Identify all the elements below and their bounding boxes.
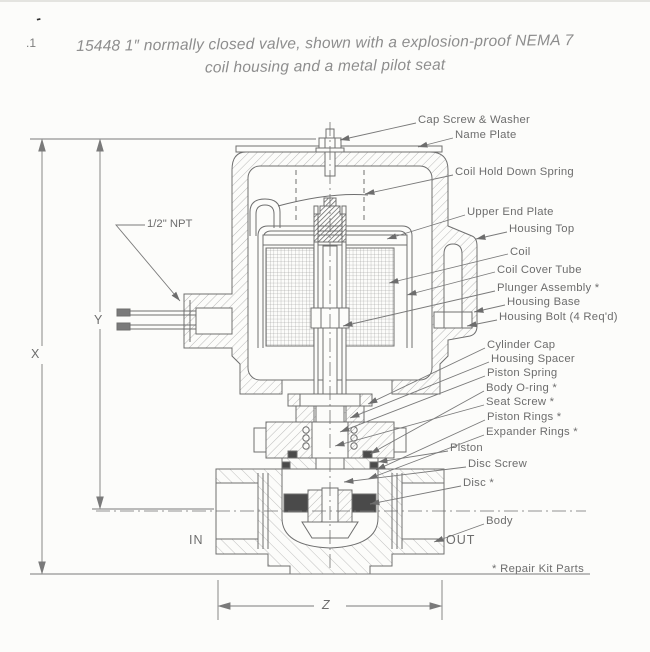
label-piston-spring: Piston Spring <box>487 367 558 379</box>
label-cylinder-cap: Cylinder Cap <box>487 339 556 351</box>
repair-kit-footnote: * Repair Kit Parts <box>492 563 585 575</box>
label-coil: Coil <box>510 246 531 258</box>
label-in-port: IN <box>189 533 204 547</box>
label-piston-rings: Piston Rings * <box>487 411 562 423</box>
label-housing-top: Housing Top <box>509 223 575 235</box>
dimension-z: Z <box>322 598 330 612</box>
label-out-port: OUT <box>446 533 476 547</box>
valve-cross-section-drawing <box>0 2 650 652</box>
label-coil-cover-tube: Coil Cover Tube <box>497 264 582 276</box>
disc-right <box>352 494 376 512</box>
body-o-ring-right <box>363 451 372 458</box>
label-housing-bolt: Housing Bolt (4 Req'd) <box>499 311 618 323</box>
label-plunger-assembly: Plunger Assembly * <box>497 282 600 294</box>
disc-left <box>284 494 308 512</box>
label-cap-screw-washer: Cap Screw & Washer <box>418 114 531 126</box>
dimension-y: Y <box>94 313 103 327</box>
label-coil-hold-down-spring: Coil Hold Down Spring <box>455 166 574 178</box>
label-name-plate: Name Plate <box>455 129 517 141</box>
caption-line-1: 15448 1″ normally closed valve, shown with a explosion-proof NEMA 7 <box>76 31 574 56</box>
label-disc-screw: Disc Screw <box>468 458 527 470</box>
coil-right <box>346 248 394 346</box>
label-upper-end-plate: Upper End Plate <box>467 206 554 218</box>
label-body: Body <box>486 515 513 527</box>
label-seat-screw: Seat Screw * <box>486 396 555 408</box>
scan-artifact-mark: - <box>34 9 43 27</box>
label-body-o-ring: Body O-ring * <box>486 382 558 394</box>
label-npt: 1/2" NPT <box>147 218 193 230</box>
caption-line-2: coil housing and a metal pilot seat <box>204 56 446 77</box>
label-housing-spacer: Housing Spacer <box>491 353 575 365</box>
dimension-x: X <box>31 347 40 361</box>
scanned-page <box>0 2 650 652</box>
body-o-ring-left <box>288 451 297 458</box>
page-number: .1 <box>26 36 37 50</box>
label-disc: Disc * <box>463 477 494 489</box>
piston-ring-icon <box>282 462 290 468</box>
label-expander-rings: Expander Rings * <box>486 426 578 438</box>
coil-left <box>266 248 314 346</box>
label-piston: Piston <box>450 442 483 454</box>
label-housing-base: Housing Base <box>507 296 581 308</box>
